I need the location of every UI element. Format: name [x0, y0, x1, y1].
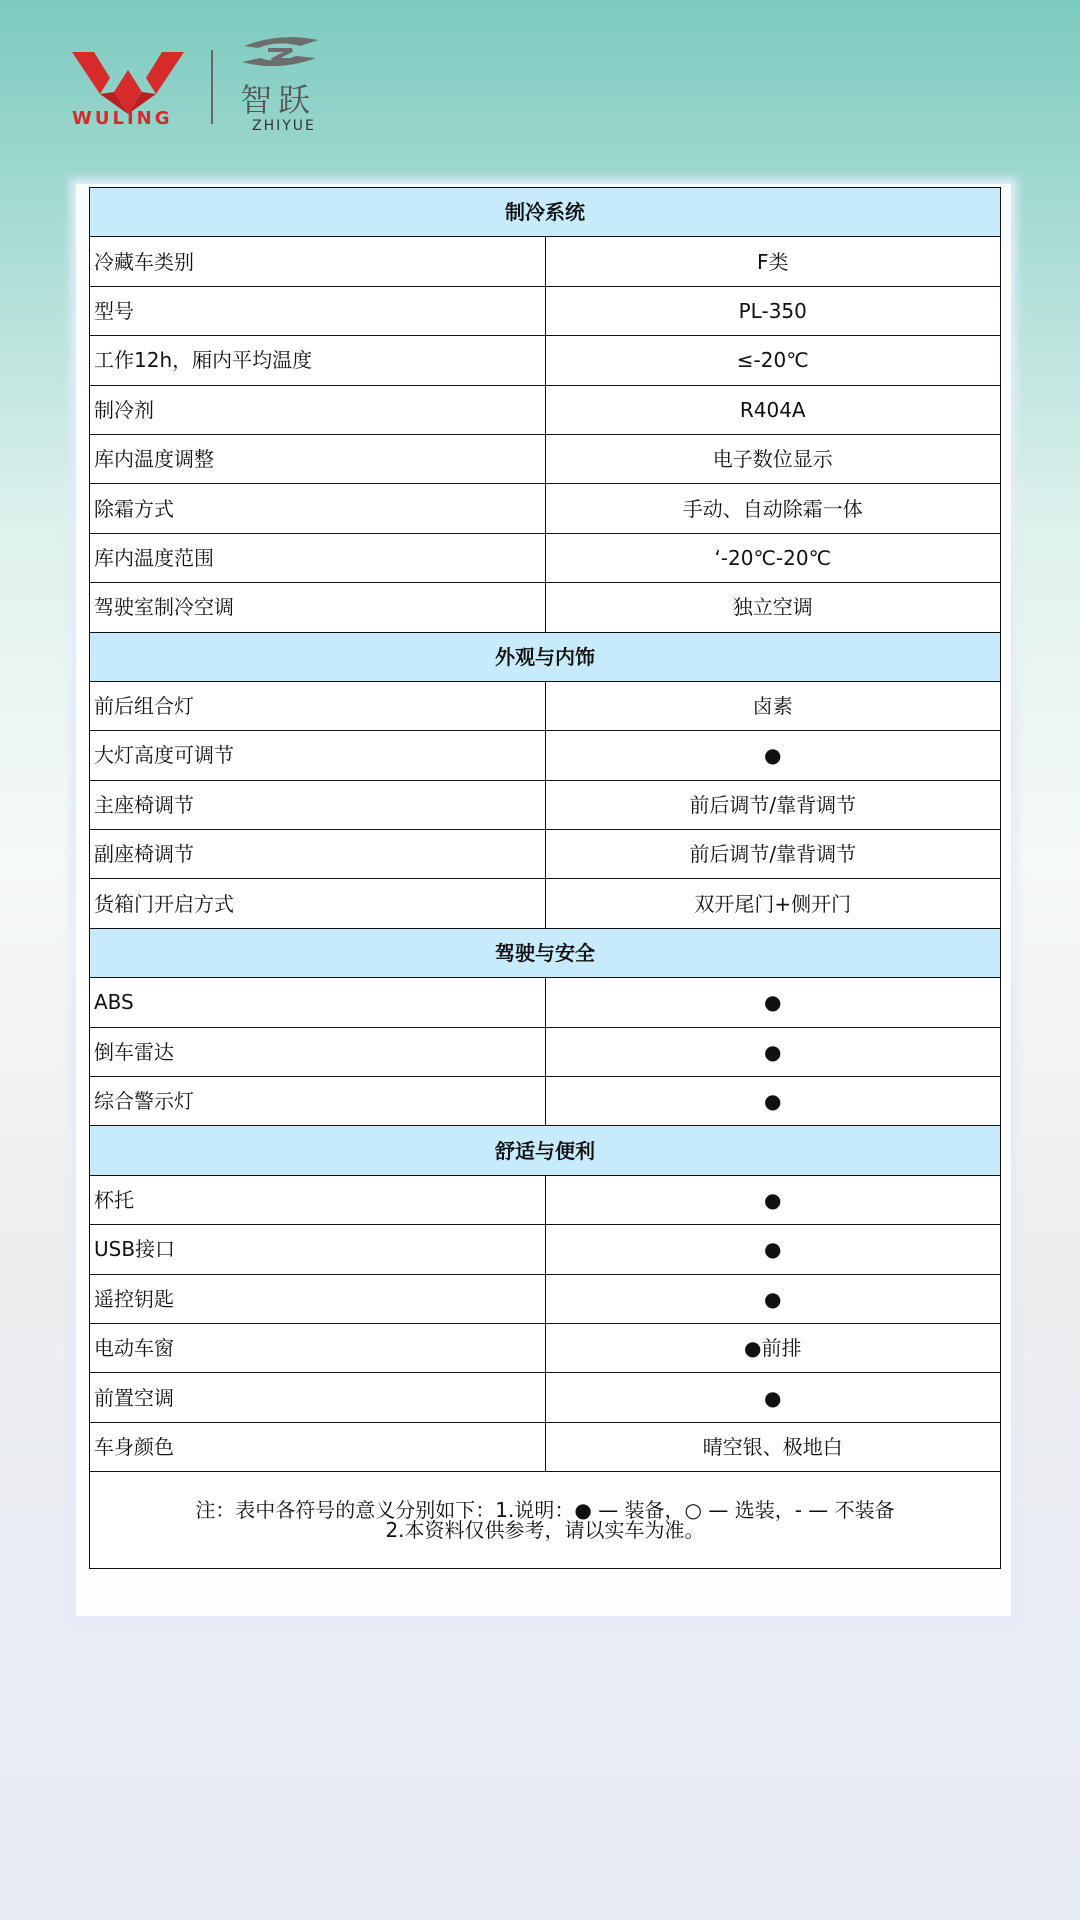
- row-value: 双开尾门+侧开门: [545, 879, 1001, 928]
- row-label: 前后组合灯: [90, 681, 546, 730]
- row-label: 驾驶室制冷空调: [90, 583, 546, 632]
- row-value: 前后调节/靠背调节: [545, 780, 1001, 829]
- row-value: ●: [545, 1027, 1001, 1076]
- row-label: 副座椅调节: [90, 830, 546, 879]
- row-label: 遥控钥匙: [90, 1274, 546, 1323]
- row-label: 工作12h，厢内平均温度: [90, 336, 546, 385]
- row-label: 货箱门开启方式: [90, 879, 546, 928]
- row-value: ≤-20℃: [545, 336, 1001, 385]
- table-row: [90, 484, 1001, 533]
- table-row: [90, 286, 1001, 335]
- row-value: F类: [545, 237, 1001, 286]
- section-header-row: [90, 632, 1001, 681]
- spec-table: [89, 187, 1001, 1569]
- row-label: 综合警示灯: [90, 1077, 546, 1126]
- row-label: 车身颜色: [90, 1422, 546, 1471]
- row-value: ‘-20℃-20℃: [545, 533, 1001, 582]
- section-title: 制冷系统: [90, 188, 1001, 237]
- section-title: 舒适与便利: [90, 1126, 1001, 1175]
- row-label: 库内温度调整: [90, 434, 546, 483]
- wuling-wordmark: WULING: [72, 108, 173, 129]
- logo-divider: [211, 50, 213, 124]
- section-header-row: [90, 928, 1001, 977]
- note-line-1: 注：表中各符号的意义分别如下：1.说明：● — 装备，○ — 选装，- — 不装备: [195, 1498, 895, 1523]
- table-row: [90, 1225, 1001, 1274]
- table-row: [90, 434, 1001, 483]
- zhiyue-chinese-name: 智跃: [240, 81, 317, 119]
- table-row: [90, 1422, 1001, 1471]
- table-row: [90, 336, 1001, 385]
- row-label: 冷藏车类别: [90, 237, 546, 286]
- brand-logo: [70, 30, 370, 145]
- table-row: [90, 583, 1001, 632]
- row-value: ●: [545, 1077, 1001, 1126]
- table-row: [90, 681, 1001, 730]
- row-value: PL-350: [545, 286, 1001, 335]
- table-row: [90, 731, 1001, 780]
- row-value: ●: [545, 731, 1001, 780]
- table-row: [90, 237, 1001, 286]
- row-value: 前后调节/靠背调节: [545, 830, 1001, 879]
- row-label: USB接口: [90, 1225, 546, 1274]
- row-label: 除霜方式: [90, 484, 546, 533]
- row-value: ●: [545, 1225, 1001, 1274]
- table-row: [90, 1077, 1001, 1126]
- row-label: 大灯高度可调节: [90, 731, 546, 780]
- section-header-row: [90, 1126, 1001, 1175]
- table-row: [90, 385, 1001, 434]
- table-note: [90, 1472, 1001, 1569]
- row-label: 制冷剂: [90, 385, 546, 434]
- row-value: ●: [545, 1175, 1001, 1224]
- row-value: ●: [545, 1373, 1001, 1422]
- section-title: 外观与内饰: [90, 632, 1001, 681]
- row-value: ●前排: [545, 1323, 1001, 1372]
- table-row: [90, 1175, 1001, 1224]
- row-label: 库内温度范围: [90, 533, 546, 582]
- table-row: [90, 533, 1001, 582]
- row-label: 前置空调: [90, 1373, 546, 1422]
- table-row: [90, 780, 1001, 829]
- table-row: [90, 879, 1001, 928]
- table-row: [90, 1323, 1001, 1372]
- table-row: [90, 1274, 1001, 1323]
- row-value: ●: [545, 978, 1001, 1027]
- row-value: 手动、自动除霜一体: [545, 484, 1001, 533]
- note-row: [90, 1472, 1001, 1569]
- table-row: [90, 1027, 1001, 1076]
- row-label: 杯托: [90, 1175, 546, 1224]
- row-label: 倒车雷达: [90, 1027, 546, 1076]
- row-label: 型号: [90, 286, 546, 335]
- zhiyue-emblem-icon: [238, 32, 322, 76]
- row-label: 电动车窗: [90, 1323, 546, 1372]
- section-title: 驾驶与安全: [90, 928, 1001, 977]
- row-value: ●: [545, 1274, 1001, 1323]
- table-row: [90, 978, 1001, 1027]
- section-header-row: [90, 188, 1001, 237]
- row-value: R404A: [545, 385, 1001, 434]
- table-row: [90, 1373, 1001, 1422]
- note-line-2: 2.本资料仅供参考，请以实车为准。: [385, 1518, 705, 1543]
- table-row: [90, 830, 1001, 879]
- row-label: 主座椅调节: [90, 780, 546, 829]
- row-value: 电子数位显示: [545, 434, 1001, 483]
- row-value: 独立空调: [545, 583, 1001, 632]
- row-label: ABS: [90, 978, 546, 1027]
- zhiyue-english-name: ZHIYUE: [252, 118, 316, 134]
- row-value: 卤素: [545, 681, 1001, 730]
- row-value: 晴空银、极地白: [545, 1422, 1001, 1471]
